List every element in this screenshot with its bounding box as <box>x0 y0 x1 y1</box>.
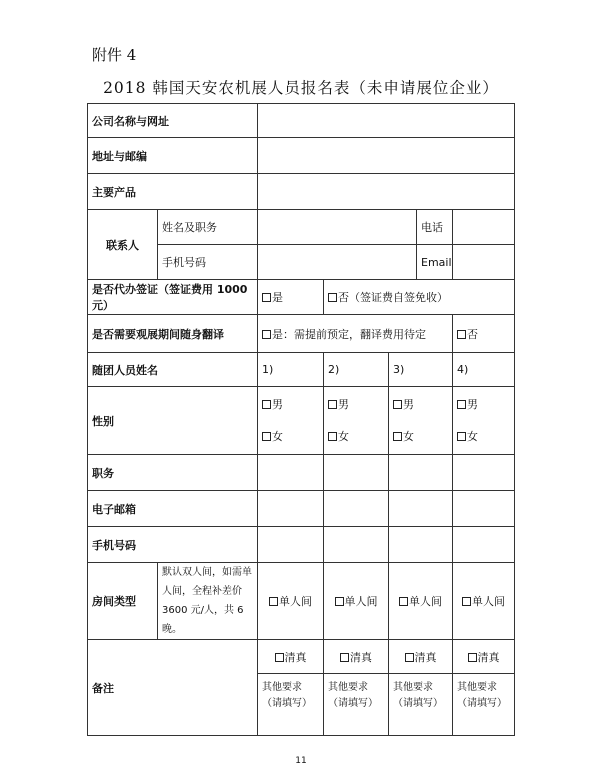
visa-no-text: 否（签证费自签免收） <box>338 291 448 304</box>
halal-text: 清真 <box>414 650 437 664</box>
female-option: 女 <box>338 429 349 443</box>
halal-text: 清真 <box>284 650 307 664</box>
contact-label: 联系人 <box>88 210 158 280</box>
translator-label: 是否需要观展期间随身翻译 <box>88 315 258 353</box>
member-2-position[interactable] <box>324 455 389 491</box>
female-option: 女 <box>272 429 283 443</box>
checkbox-icon[interactable] <box>393 400 402 409</box>
member-2-halal[interactable] <box>324 640 389 674</box>
checkbox-icon[interactable] <box>405 653 414 662</box>
member-3-other-requests[interactable]: 其他要求（请填写） <box>389 674 453 736</box>
translator-yes-option[interactable] <box>258 315 453 353</box>
registration-form <box>87 103 515 736</box>
female-option: 女 <box>467 429 478 443</box>
member-2-single-room[interactable] <box>324 563 389 640</box>
checkbox-icon[interactable] <box>275 653 284 662</box>
contact-mobile-label: 手机号码 <box>158 245 258 280</box>
halal-text: 清真 <box>350 650 372 664</box>
checkbox-icon[interactable] <box>328 293 337 302</box>
member-3-email[interactable] <box>389 491 453 527</box>
address-input[interactable] <box>258 138 515 174</box>
member-4-single-room[interactable] <box>453 563 515 640</box>
translator-no-option[interactable] <box>453 315 515 353</box>
remarks-label: 备注 <box>88 640 258 736</box>
contact-name-title-input[interactable] <box>258 210 417 245</box>
room-type-label: 房间类型 <box>88 563 158 640</box>
member-2-email[interactable] <box>324 491 389 527</box>
company-label: 公司名称与网址 <box>88 104 258 138</box>
visa-label: 是否代办签证（签证费用 1000 元） <box>88 280 258 315</box>
member-3-halal[interactable] <box>389 640 453 674</box>
member-1-name[interactable]: 1) <box>258 353 324 387</box>
checkbox-icon[interactable] <box>262 330 271 339</box>
checkbox-icon[interactable] <box>468 653 477 662</box>
member-4-mobile[interactable] <box>453 527 515 563</box>
email-label: 电子邮箱 <box>88 491 258 527</box>
member-1-single-room[interactable] <box>258 563 324 640</box>
checkbox-icon[interactable] <box>393 432 402 441</box>
single-room-text: 单人间 <box>472 595 505 608</box>
member-4-halal[interactable] <box>453 640 515 674</box>
checkbox-icon[interactable] <box>262 293 271 302</box>
member-1-other-requests[interactable]: 其他要求（请填写） <box>258 674 324 736</box>
member-3-position[interactable] <box>389 455 453 491</box>
contact-phone-label: 电话 <box>417 210 453 245</box>
member-4-position[interactable] <box>453 455 515 491</box>
member-1-position[interactable] <box>258 455 324 491</box>
checkbox-icon[interactable] <box>328 432 337 441</box>
contact-name-title-label: 姓名及职务 <box>158 210 258 245</box>
male-option: 男 <box>403 397 414 411</box>
member-4-email[interactable] <box>453 491 515 527</box>
halal-text: 清真 <box>477 650 500 664</box>
member-mobile-label: 手机号码 <box>88 527 258 563</box>
member-1-halal[interactable] <box>258 640 324 674</box>
member-1-mobile[interactable] <box>258 527 324 563</box>
male-option: 男 <box>467 397 478 411</box>
contact-email-label: Email <box>417 245 453 280</box>
company-input[interactable] <box>258 104 515 138</box>
member-2-other-requests[interactable]: 其他要求（请填写） <box>324 674 389 736</box>
products-input[interactable] <box>258 174 515 210</box>
checkbox-icon[interactable] <box>462 597 471 606</box>
visa-yes-option[interactable] <box>258 280 324 315</box>
member-2-mobile[interactable] <box>324 527 389 563</box>
checkbox-icon[interactable] <box>328 400 337 409</box>
member-2-gender[interactable] <box>324 387 389 455</box>
checkbox-icon[interactable] <box>262 432 271 441</box>
member-4-gender[interactable] <box>453 387 515 455</box>
checkbox-icon[interactable] <box>335 597 344 606</box>
male-option: 男 <box>272 397 283 411</box>
member-1-gender[interactable] <box>258 387 324 455</box>
member-3-mobile[interactable] <box>389 527 453 563</box>
member-3-name[interactable]: 3) <box>389 353 453 387</box>
contact-email-input[interactable] <box>453 245 515 280</box>
member-3-single-room[interactable] <box>389 563 453 640</box>
member-2-name[interactable]: 2) <box>324 353 389 387</box>
translator-no-text: 否 <box>467 327 478 341</box>
attachment-label: 附件 4 <box>92 46 137 64</box>
room-type-description: 默认双人间，如需单人间，全程补差价 3600 元/人，共 6 晚。 <box>158 563 258 640</box>
member-4-other-requests[interactable]: 其他要求（请填写） <box>453 674 515 736</box>
products-label: 主要产品 <box>88 174 258 210</box>
address-label: 地址与邮编 <box>88 138 258 174</box>
member-3-gender[interactable] <box>389 387 453 455</box>
page-number: 11 <box>295 756 307 766</box>
form-title: 2018 韩国天安农机展人员报名表（未申请展位企业） <box>103 79 499 97</box>
members-label: 随团人员姓名 <box>88 353 258 387</box>
single-room-text: 单人间 <box>409 595 442 608</box>
contact-phone-input[interactable] <box>453 210 515 245</box>
female-option: 女 <box>403 429 414 443</box>
contact-mobile-input[interactable] <box>258 245 417 280</box>
member-1-email[interactable] <box>258 491 324 527</box>
checkbox-icon[interactable] <box>269 597 278 606</box>
checkbox-icon[interactable] <box>457 400 466 409</box>
translator-yes-text: 是：需提前预定，翻译费用待定 <box>272 327 426 341</box>
visa-no-option[interactable] <box>324 280 515 315</box>
checkbox-icon[interactable] <box>457 330 466 339</box>
position-label: 职务 <box>88 455 258 491</box>
checkbox-icon[interactable] <box>457 432 466 441</box>
visa-yes-text: 是 <box>272 291 283 304</box>
single-room-text: 单人间 <box>344 595 378 608</box>
single-room-text: 单人间 <box>279 595 312 608</box>
member-4-name[interactable]: 4) <box>453 353 515 387</box>
checkbox-icon[interactable] <box>399 597 408 606</box>
gender-label: 性别 <box>88 387 258 455</box>
checkbox-icon[interactable] <box>340 653 349 662</box>
male-option: 男 <box>338 397 349 411</box>
checkbox-icon[interactable] <box>262 400 271 409</box>
